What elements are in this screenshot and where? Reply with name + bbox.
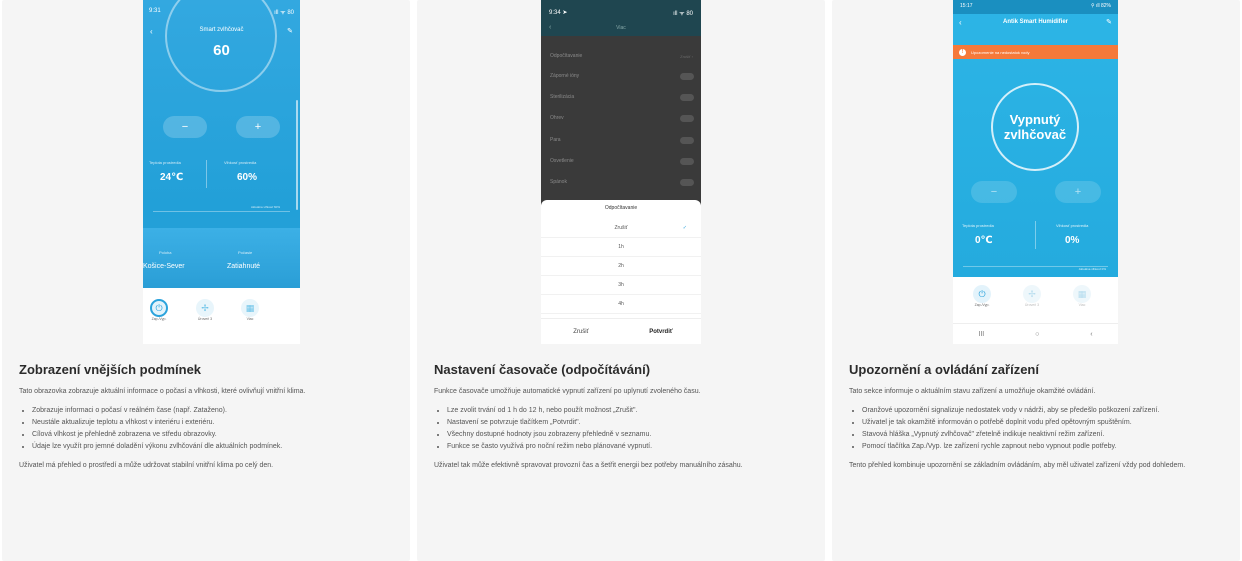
list-item: • Stavová hláška „Vypnutý zvlhčovač" zřetelně indikuje neaktivní režim zařízení. — [862, 429, 1220, 440]
screenshot-outdoor-conditions — [143, 0, 300, 344]
countdown-sheet — [541, 200, 701, 344]
status-icons: ⚲ ıll 82% — [1090, 3, 1111, 9]
list-item: • Nastavení se potvrzuje tlačítkem „Potvrdit". — [447, 417, 805, 428]
setting-row-lighting: Osvetlenie — [541, 151, 701, 171]
location-label: Poloha — [159, 250, 172, 255]
card-outdoor-conditions — [2, 0, 410, 561]
scrollbar[interactable] — [296, 100, 298, 210]
card-intro: Funkce časovače umožňuje automatické vypnutí zařízení po uplynutí zvoleného času. — [434, 388, 701, 395]
card-body — [434, 386, 805, 479]
state-line2: zvlhčovač — [1003, 127, 1067, 142]
list-item: • Zobrazuje informaci o počasí v reálném čase (např. Zataženo). — [32, 405, 390, 416]
target-humidity: 60 — [213, 42, 230, 59]
steam-toggle[interactable] — [680, 137, 694, 144]
card-alerts-control — [832, 0, 1240, 561]
power-icon: ⏻ — [150, 299, 168, 317]
power-icon: ⏻ — [973, 285, 991, 303]
divider — [153, 211, 290, 212]
status-time: 9:34 ➤ — [549, 10, 568, 16]
bullet-list — [447, 405, 805, 452]
option-3h[interactable]: 3h — [541, 276, 701, 295]
option-cancel[interactable]: Zrušiť ✓ — [541, 219, 701, 238]
countdown-value: Zrušiť › — [680, 53, 693, 59]
humidity-label: Vlhkosť prostredia — [224, 160, 257, 165]
level-button[interactable]: ✢ Úroveň 3 — [196, 299, 214, 321]
warning-icon: ! — [959, 49, 966, 56]
system-nav-bar — [953, 323, 1118, 344]
state-line1: Vypnutý — [1009, 112, 1061, 127]
screenshot-alerts-control — [953, 0, 1118, 344]
card-title: Upozornění a ovládání zařízení — [849, 362, 1039, 377]
level-button[interactable]: ✢ Úroveň 3 — [1023, 285, 1041, 307]
more-button[interactable]: ▦ Viac — [241, 299, 259, 321]
back-icon[interactable]: ‹ — [959, 18, 962, 27]
card-outro: Uživatel má přehled o prostředí a může udržovat stabilní vnitřní klima po celý den. — [19, 462, 274, 469]
option-1h[interactable]: 1h — [541, 238, 701, 257]
back-icon[interactable]: ‹ — [150, 27, 153, 36]
lighting-toggle[interactable] — [680, 158, 694, 165]
list-item: • Funkce se často využívá pro noční režim nebo plánované vypnutí. — [447, 441, 805, 452]
app-title: Antik Smart Humidifier — [1002, 19, 1068, 25]
ions-toggle[interactable] — [680, 73, 694, 80]
list-item: • Cílová vlhkost je přehledně zobrazena ve středu obrazovky. — [32, 429, 390, 440]
setting-row-sleep: Spánok — [541, 172, 701, 192]
status-icons: ıll ᯤ 80 — [274, 10, 294, 16]
bottom-nav — [143, 288, 300, 344]
grid-icon: ▦ — [1073, 285, 1091, 303]
card-timer — [417, 0, 825, 561]
status-time: 15:17 — [960, 3, 973, 9]
edit-icon[interactable]: ✎ — [287, 28, 293, 35]
list-item: • Neustále aktualizuje teplotu a vlhkost v interiéru i exteriéru. — [32, 417, 390, 428]
heating-toggle[interactable] — [680, 115, 694, 122]
setting-row-ions: Záporné ióny — [541, 66, 701, 86]
more-button[interactable]: ▦ Viac — [1073, 285, 1091, 307]
card-title: Zobrazení vnějších podmínek — [19, 362, 202, 377]
recent-apps-icon[interactable]: III — [978, 330, 985, 338]
temp-value: 0℃ — [975, 235, 993, 246]
list-item: • Všechny dostupné hodnoty jsou zobrazeny přehledně v seznamu. — [447, 429, 805, 440]
back-icon[interactable]: ‹ — [549, 24, 552, 31]
bottom-nav — [953, 277, 1118, 323]
divider — [1035, 221, 1036, 249]
setting-row-countdown[interactable]: Odpočítavanie Zrušiť › — [550, 53, 693, 59]
back-nav-icon[interactable]: ‹ — [1090, 330, 1093, 338]
humidity-value: 0% — [1065, 235, 1080, 246]
minus-button[interactable]: − — [971, 181, 1017, 203]
minus-button[interactable]: − — [163, 116, 207, 138]
temp-label: Teplota prostredia — [149, 160, 181, 165]
option-2h[interactable]: 2h — [541, 257, 701, 276]
home-icon[interactable]: ○ — [1035, 330, 1040, 338]
cancel-button[interactable]: Zrušiť — [541, 318, 621, 344]
status-icons: ıll ᯤ 80 — [673, 11, 693, 17]
app-header — [541, 0, 701, 36]
app-title: Smart zvlhčovač — [199, 27, 244, 33]
card-intro: Tato sekce informuje o aktuálním stavu zařízení a umožňuje okamžité ovládání. — [849, 388, 1096, 395]
sheet-title: Odpočítavanie — [604, 205, 638, 211]
weather-panel — [143, 228, 300, 288]
weather-label: Počasie — [238, 250, 253, 255]
screenshot-timer — [541, 0, 701, 344]
power-button[interactable]: ⏻ Zap./Vyp. — [150, 299, 168, 321]
option-4h[interactable]: 4h — [541, 295, 701, 314]
list-item: • Lze zvolit trvání od 1 h do 12 h, nebo použít možnost „Zrušit". — [447, 405, 805, 416]
warning-text: Upozornenie na nedostatok vody — [971, 49, 1030, 55]
device-state-circle — [991, 83, 1079, 171]
card-intro: Tato obrazovka zobrazuje aktuální informace o počasí a vlhkosti, které ovlivňují vnitřní klima. — [19, 388, 306, 395]
temp-value: 24℃ — [160, 172, 184, 183]
confirm-button[interactable]: Potvrdiť — [621, 318, 701, 344]
list-item: • Pomocí tlačítka Zap./Vyp. lze zařízení rychle zapnout nebo vypnout podle potřeby. — [862, 441, 1220, 452]
check-icon: ✓ — [682, 225, 687, 231]
current-humidity-hint: Aktuálna vlhkosť 60% — [251, 205, 280, 209]
card-body — [19, 386, 390, 479]
card-outro: Tento přehled kombinuje upozornění se základním ovládáním, aby měl uživatel zařízení vždy pod dohledem. — [849, 462, 1186, 469]
fan-icon: ✢ — [1023, 285, 1041, 303]
temp-label: Teplota prostredia — [962, 223, 994, 228]
setting-row-heating: Ohrev — [541, 108, 701, 128]
card-title: Nastavení časovače (odpočítávání) — [434, 362, 651, 377]
fan-icon: ✢ — [196, 299, 214, 317]
power-button[interactable]: ⏻ Zap./Vyp. — [973, 285, 991, 307]
humidity-label: Vlhkosť prostredia — [1056, 223, 1089, 228]
divider — [206, 160, 207, 188]
list-item: • Uživatel je tak okamžitě informován o potřebě doplnit vodu před opětovným spuštěním. — [862, 417, 1220, 428]
edit-icon[interactable]: ✎ — [1106, 19, 1112, 26]
status-time: 9:31 — [149, 8, 161, 14]
water-warning-banner[interactable] — [953, 45, 1118, 59]
humidity-value: 60% — [237, 172, 258, 183]
location-value: Košice-Sever — [143, 263, 185, 270]
plus-button[interactable]: + — [1055, 181, 1101, 203]
sterilization-toggle[interactable] — [680, 94, 694, 101]
bullet-list — [862, 405, 1220, 452]
setting-row-sterilization: Sterilizácia — [541, 87, 701, 107]
list-item: • Oranžové upozornění signalizuje nedostatek vody v nádrži, aby se předešlo poškození zařízení. — [862, 405, 1220, 416]
screen-title: Viac — [616, 25, 626, 31]
list-item: • Údaje lze využít pro jemné doladění výkonu zvlhčování dle aktuálních podmínek. — [32, 441, 390, 452]
card-body — [849, 386, 1220, 479]
grid-icon: ▦ — [241, 299, 259, 317]
card-outro: Uživatel tak může efektivně spravovat provozní čas a šetřit energii bez potřeby manuálního zásahu. — [434, 462, 743, 469]
bullet-list — [32, 405, 390, 452]
current-humidity-hint: Aktuálna vlhkosť 0% — [1078, 267, 1106, 271]
setting-row-steam: Para — [541, 130, 701, 150]
weather-value: Zatiahnuté — [227, 263, 261, 270]
plus-button[interactable]: + — [236, 116, 280, 138]
sleep-toggle[interactable] — [680, 179, 694, 186]
